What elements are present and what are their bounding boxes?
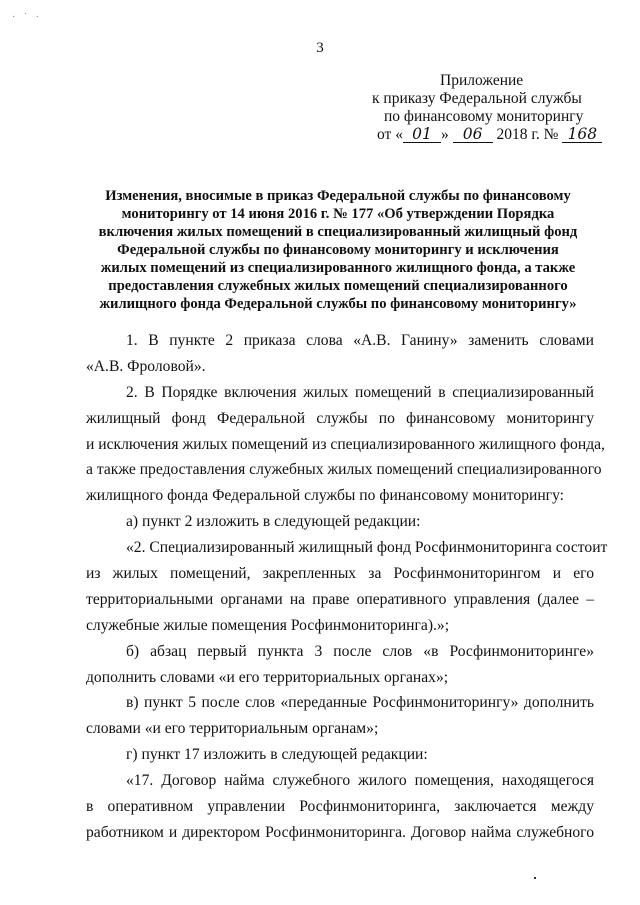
body-line: в оперативном управлении Росфинмониторинга, заключается между	[86, 798, 594, 816]
handwritten-day: 01	[403, 126, 441, 143]
date-year: 2018 г. №	[496, 126, 559, 143]
title-line: Федеральной службы по финансовому мониторингу и исключения	[117, 242, 559, 258]
body-line: «А.В. Фроловой».	[86, 357, 206, 375]
appendix-order-ref-cont: по финансовому мониторингу	[384, 108, 584, 125]
body-line: в) пункт 5 после слов «переданные Росфинмониторингу» дополнить	[126, 694, 594, 712]
handwritten-number: 168	[562, 126, 602, 143]
appendix-order-ref: к приказу Федеральной службы	[372, 90, 582, 107]
body-line: «2. Специализированный жилищный фонд Росфинмониторинга состоит	[126, 539, 608, 557]
body-line: б) абзац первый пункта 3 после слов «в Росфинмониторинге»	[126, 642, 594, 660]
body-line: г) пункт 17 изложить в следующей редакции:	[126, 746, 428, 764]
date-mid: »	[440, 126, 449, 143]
title-line: мониторингу от 14 июня 2016 г. № 177 «Об утверждении Порядка	[121, 206, 555, 222]
body-line: жилищного фонда Федеральной службы по финансовому мониторингу:	[86, 487, 564, 505]
document-title	[84, 187, 592, 313]
body-line: словами «и его территориальным органам»;	[86, 720, 379, 738]
body-line: работником и директором Росфинмониторинга. Договор найма служебного	[86, 823, 594, 841]
body-line: из жилых помещений, закрепленных за Росфинмониторингом и его	[86, 565, 594, 583]
title-line: жилых помещений из специализированного жилищного фонда, а также	[100, 260, 576, 276]
appendix-heading: Приложение	[440, 72, 524, 89]
body-line: а) пункт 2 изложить в следующей редакции:	[126, 513, 421, 531]
appendix-date-line	[372, 126, 612, 144]
body-line: служебные жилые помещения Росфинмониторинга).»;	[86, 616, 450, 634]
date-prefix: от «	[377, 126, 403, 143]
title-line: жилищного фонда Федеральной службы по финансовому мониторингу»	[99, 296, 577, 312]
appendix-block	[372, 72, 612, 144]
scan-dot	[534, 877, 536, 879]
body-line: 2. В Порядке включения жилых помещений в специализированный	[126, 383, 594, 401]
body-line: и исключения жилых помещений из специализированного жилищного фонда,	[86, 435, 605, 453]
scan-specks: · ˙ ·	[12, 12, 42, 23]
body-line: «17. Договор найма служебного жилого помещения, находящегося	[126, 772, 594, 790]
body-line: жилищный фонд Федеральной службы по финансовому мониторингу	[86, 409, 594, 427]
body-line: дополнить словами «и его территориальных органах»;	[86, 668, 449, 686]
title-line: включения жилых помещений в специализированный жилищный фонд	[98, 224, 578, 240]
title-line: предоставления служебных жилых помещений специализированного	[108, 278, 568, 294]
title-line: Изменения, вносимые в приказ Федеральной службы по финансовому	[105, 188, 571, 204]
body-line: 1. В пункте 2 приказа слова «А.В. Ганину» заменить словами	[126, 332, 594, 349]
body-line: а также предоставления служебных жилых помещений специализированного	[86, 461, 602, 479]
handwritten-month: 06	[453, 126, 493, 143]
page-number: 3	[316, 40, 324, 56]
document-body	[86, 328, 608, 846]
body-line: территориальными органами на праве оперативного управления (далее –	[86, 590, 594, 608]
